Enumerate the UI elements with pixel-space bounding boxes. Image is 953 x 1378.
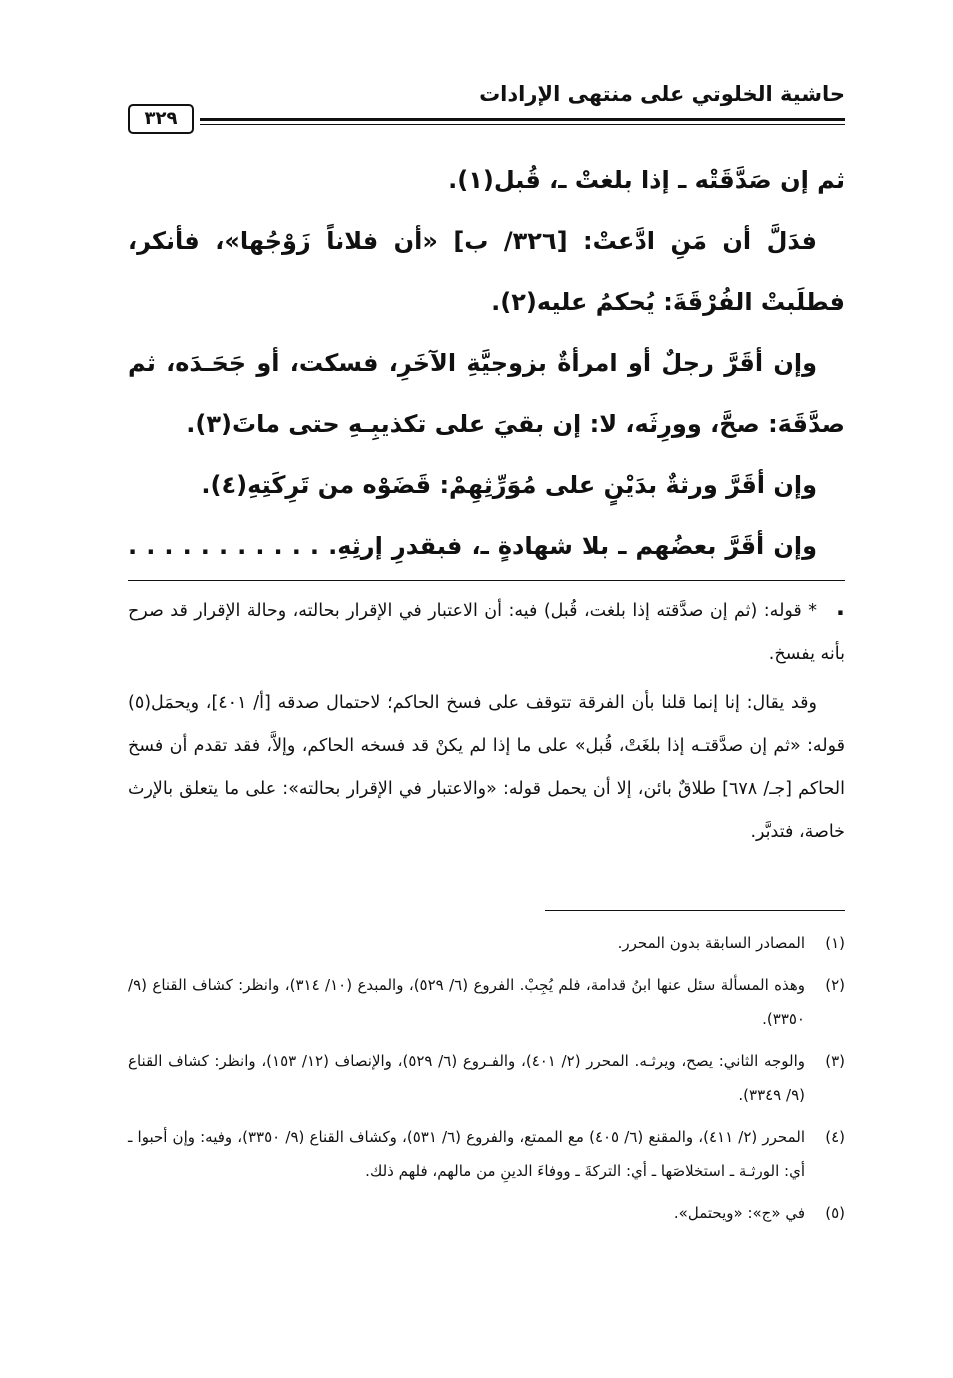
running-title: حاشية الخلوتي على منتهى الإرادات [479,82,845,106]
page-header [128,82,845,132]
footnote [128,1120,845,1188]
footnote-number: (١) [825,934,845,952]
main-paragraph: وإن أقَرَّ بعضُهم ـ بلا شهادةٍ ـ، فبقدرِ إرثِهِ. . . . . . . . . . . . . [128,532,845,621]
footnote [128,968,845,1036]
footnote [128,1196,845,1230]
commentary [128,590,845,854]
footnote-text: المصادر السابقة بدون المحرر. [617,934,805,952]
footnote-number: (٢) [825,976,845,994]
main-paragraph: فدَلَّ أن مَنِ ادَّعتْ: [٣٢٦/ ب] «أن فلاناً زَوْجُها»، فأنكر، فطلَبتْ الفُرْقَةَ: يُحكمُ عليه(٢). [128,227,845,316]
main-paragraph: وإن أقَرَّ ورثةٌ بدَيْنٍ على مُوَرِّثِهِمْ: قَضَوْه من تَرِكَتِهِ(٤). [201,471,817,499]
footnote-text: وهذه المسألة سئل عنها ابنُ قدامة، فلم يُجِبْ. الفروع (٦/ ٥٢٩)، والمبدع (١٠/ ٣١٤)، وانظر: كشاف القناع (٩/ ٣٣٥٠). [128,976,806,1028]
footnote-text: المحرر (٢/ ٤١١)، والمقنع (٦/ ٤٠٥) مع الممتع، والفروع (٦/ ٥٣١)، وكشاف القناع (٩/ ٣٣٥٠)، وفيه: وإن أحبوا ـ أي: الورثـة ـ استخلاصَها ـ أي: التركةَ ـ ووفاءَ الدينِ من مالهم، فلهم ذلك. [128,1128,805,1180]
footnote-text: والوجه الثاني: يصح، ويرثـه. المحرر (٢/ ٤٠١)، والفـروع (٦/ ٥٢٩)، والإنصاف (١٢/ ١٥٣)، وانظر: كشاف القناع (٩/ ٣٣٤٩). [128,1052,806,1104]
footnote-rule [545,910,845,911]
header-rule [200,118,845,121]
commentary-paragraph: وقد يقال: إنا إنما قلنا بأن الفرقة تتوقف على فسخ الحاكم؛ لاحتمال صدقه [أ/ ٤٠١]، ويحمَل(٥) قوله: «ثم إن صدَّقتـه إذا بلغَتْ، قُبل» على ما إذا لم يكنْ قد فسخه الحاكم، وإلاَّ، فقد تقدم أن فسخ الحاكم [جـ/ ٦٧٨] طلاقٌ بائن، إلا أن يحمل قوله: «والاعتبار في الإقرار بحالته»: على ما يتعلق بالإرث خاصة، فتدبَّر. [128,693,845,842]
text-separator-rule [128,580,845,581]
footnotes [128,926,845,1238]
page-number: ٣٢٩ [128,104,194,134]
main-text [128,150,845,638]
commentary-paragraph: * قوله: (ثم إن صدَّقته إذا بلغت، قُبل) فيه: أن الاعتبار في الإقرار بحالته، وحالة الإقرار قد صرح بأنه يفسخ. [128,601,845,664]
footnote-number: (٤) [825,1128,845,1146]
main-paragraph: ثم إن صَدَّقَتْه ـ إذا بلغتْ ـ، قُبل(١). [448,166,845,194]
footnote-number: (٥) [825,1204,845,1222]
footnote [128,926,845,960]
footnote-number: (٣) [825,1052,845,1070]
footnote-text: في «ج»: «ويحتمل». [673,1204,805,1222]
header-rule-thin [200,124,845,125]
footnote [128,1044,845,1112]
main-paragraph: وإن أقَرَّ رجلٌ أو امرأةٌ بزوجيَّةِ الآخَرِ، فسكت، أو جَحَـدَه، ثم صدَّقَهَ: صحَّ، وورِثَه، لا: إن بقيَ على تكذيبِـهِ حتى ماتَ(٣). [128,349,845,438]
